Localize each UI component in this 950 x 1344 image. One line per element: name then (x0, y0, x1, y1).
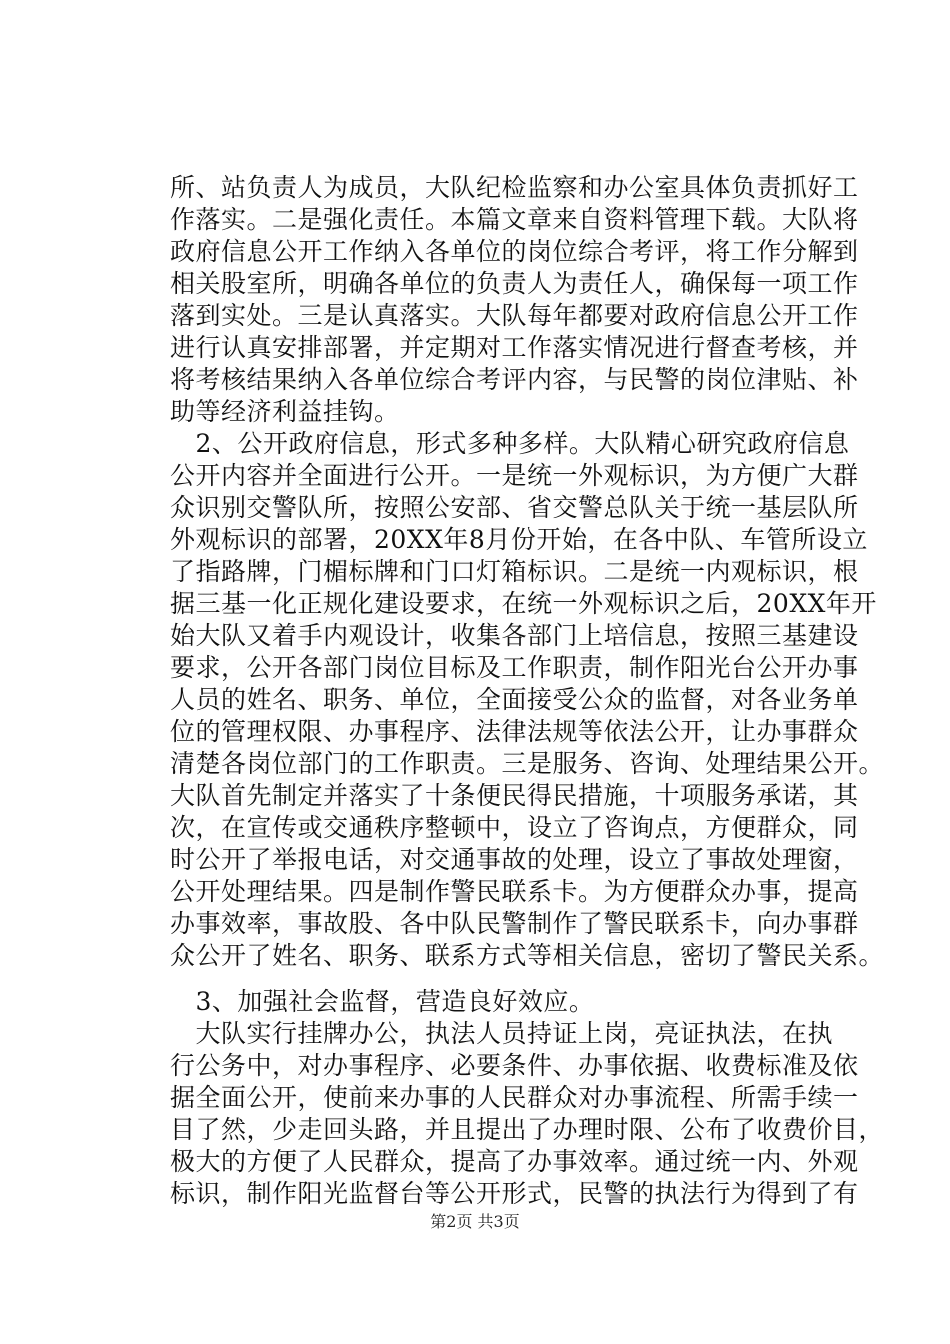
text-line: 据全面公开，使前来办事的人民群众对办事流程、所需手续一 (170, 1083, 859, 1112)
text-line: 相关股室所，明确各单位的负责人为责任人，确保每一项工作 (170, 269, 859, 298)
text-line: 将考核结果纳入各单位综合考评内容，与民警的岗位津贴、补 (170, 365, 859, 394)
text-line: 众识别交警队所，按照公安部、省交警总队关于统一基层队所 (170, 493, 859, 522)
text-line: 所、站负责人为成员，大队纪检监察和办公室具体负责抓好工 (170, 173, 859, 202)
text-line: 行公务中，对办事程序、必要条件、办事依据、收费标准及依 (170, 1051, 859, 1080)
text-line: 外观标识的部署，20XX年8月份开始，在各中队、车管所设立 (170, 525, 868, 554)
text-line: 公开内容并全面进行公开。一是统一外观标识，为方便广大群 (170, 461, 859, 490)
text-line: 清楚各岗位部门的工作职责。三是服务、咨询、处理结果公开。 (170, 749, 885, 778)
text-line: 作落实。二是强化责任。本篇文章来自资料管理下载。大队将 (170, 205, 859, 234)
text-line: 进行认真安排部署，并定期对工作落实情况进行督查考核，并 (170, 333, 859, 362)
text-line: 标识，制作阳光监督台等公开形式，民警的执法行为得到了有 (170, 1179, 859, 1208)
text-line: 众公开了姓名、职务、联系方式等相关信息，密切了警民关系。 (170, 941, 885, 970)
text-line: 据三基一化正规化建设要求，在统一外观标识之后，20XX年开 (170, 589, 877, 618)
text-line: 人员的姓名、职务、单位，全面接受公众的监督，对各业务单 (170, 685, 859, 714)
text-line: 时公开了举报电话，对交通事故的处理，设立了事故处理窗， (170, 845, 859, 874)
text-line: 办事效率，事故股、各中队民警制作了警民联系卡，向办事群 (170, 909, 859, 938)
text-line: 次，在宣传或交通秩序整顿中，设立了咨询点，方便群众，同 (170, 813, 859, 842)
text-line: 助等经济利益挂钩。 (170, 397, 400, 426)
text-line: 始大队又着手内观设计，收集各部门上培信息，按照三基建设 (170, 621, 859, 650)
text-line: 位的管理权限、办事程序、法律法规等依法公开，让办事群众 (170, 717, 859, 746)
text-line: 2、公开政府信息，形式多种多样。大队精心研究政府信息 (170, 429, 850, 458)
section-heading: 3、加强社会监督，营造良好效应。 (170, 987, 595, 1016)
text-line: 大队首先制定并落实了十条便民得民措施，十项服务承诺，其 (170, 781, 859, 810)
text-line: 大队实行挂牌办公，执法人员持证上岗，亮证执法，在执 (170, 1019, 834, 1048)
text-line: 落到实处。三是认真落实。大队每年都要对政府信息公开工作 (170, 301, 859, 330)
text-line: 极大的方便了人民群众，提高了办事效率。通过统一内、外观 (170, 1147, 859, 1176)
text-line: 政府信息公开工作纳入各单位的岗位综合考评，将工作分解到 (170, 237, 859, 266)
text-line: 要求，公开各部门岗位目标及工作职责，制作阳光台公开办事 (170, 653, 859, 682)
text-line: 公开处理结果。四是制作警民联系卡。为方便群众办事，提高 (170, 877, 859, 906)
text-line: 了指路牌，门楣标牌和门口灯箱标识。二是统一内观标识，根 (170, 557, 859, 586)
text-line: 目了然，少走回头路，并且提出了办理时限、公布了收费价目， (170, 1115, 885, 1144)
page-number: 第2页 共3页 (430, 1212, 520, 1231)
